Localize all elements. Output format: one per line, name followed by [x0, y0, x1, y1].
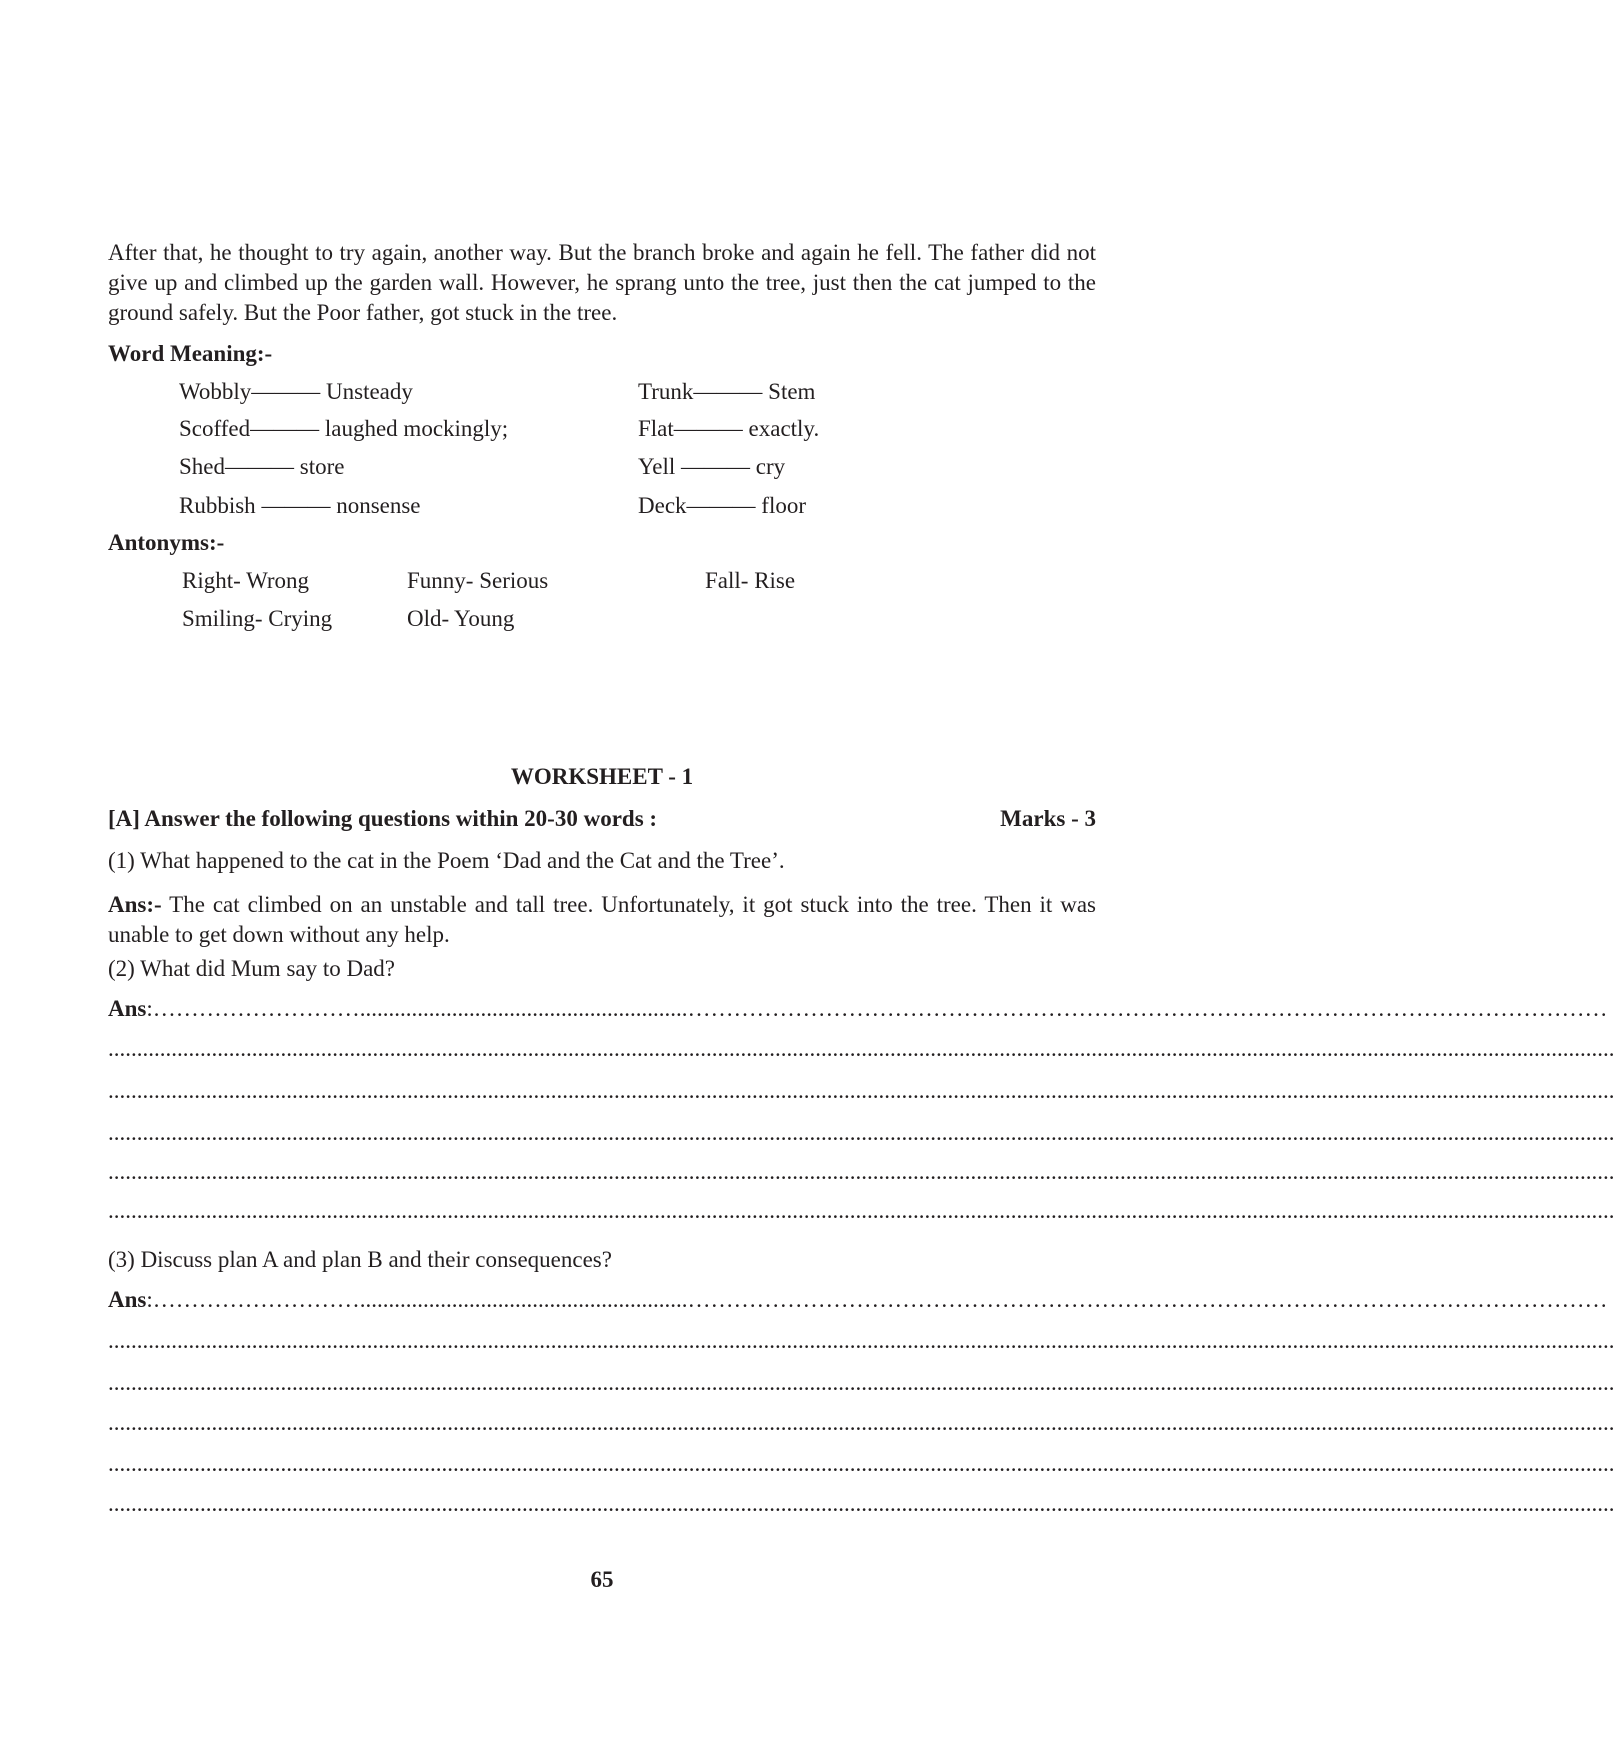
word-meaning-left-3: Shed——— store [179, 454, 345, 479]
word-meaning-left-4: Rubbish ——— nonsense [179, 493, 421, 518]
dotted-line: ...................................................................................................................................................................................................................................................................... [108, 1078, 1615, 1103]
dotted-line: ...................................................................................................................................................................................................................................................................... [108, 1120, 1615, 1145]
answer-3-line[interactable] [108, 1328, 1615, 1354]
antonym-item: Fall- Rise [705, 568, 796, 593]
dotted-line: ...................................................................................................................................................................................................................................................................... [108, 1410, 1615, 1435]
dotted-line: ……………………….........................................................………………………………………………………………………………………………………… [152, 996, 1608, 1021]
answer-2-line[interactable] [108, 1036, 1615, 1062]
word-meaning-right-3: Yell ——— cry [638, 454, 786, 479]
word-meaning-left-1: Wobbly——— Unsteady [179, 379, 413, 404]
answer-2-line[interactable] [108, 1198, 1615, 1224]
word-meaning-right-2: Flat——— exactly. [638, 416, 820, 441]
answer-2-line[interactable] [108, 1120, 1615, 1146]
answer-2-line[interactable] [108, 1159, 1615, 1185]
answer-2-field[interactable]: Ans : ……………………….........................................................………………………………………………………………………………………………………… [108, 996, 1608, 1021]
answer-2-line[interactable] [108, 1078, 1615, 1104]
answer-3-field[interactable]: Ans : ……………………….........................................................………………………………………………………………………………………………………… [108, 1287, 1608, 1312]
word-meaning-right-4: Deck——— floor [638, 493, 806, 518]
answer-3-line[interactable] [108, 1451, 1615, 1477]
worksheet-title: WORKSHEET - 1 [510, 764, 694, 789]
answer-1-label: Ans:- [108, 892, 162, 917]
antonym-item: Smiling- Crying [182, 606, 333, 631]
dotted-line: ...................................................................................................................................................................................................................................................................... [108, 1370, 1615, 1395]
question-2: (2) What did Mum say to Dad? [108, 956, 396, 981]
dotted-line: ...................................................................................................................................................................................................................................................................... [108, 1491, 1615, 1516]
dotted-line: ...................................................................................................................................................................................................................................................................... [108, 1328, 1615, 1353]
dotted-line: ...................................................................................................................................................................................................................................................................... [108, 1451, 1615, 1476]
antonyms-heading: Antonyms:- [108, 530, 225, 555]
answer-3-line[interactable] [108, 1370, 1615, 1396]
question-1: (1) What happened to the cat in the Poem ‘Dad and the Cat and the Tree’. [108, 848, 785, 873]
answer-3-line[interactable] [108, 1410, 1615, 1436]
document-page [108, 0, 1615, 1755]
answer-label: Ans [108, 996, 147, 1021]
antonym-item: Right- Wrong [182, 568, 310, 593]
answer-label: Ans [108, 1287, 147, 1312]
dotted-line: ……………………….........................................................………………………………………………………………………………………………………… [152, 1287, 1608, 1312]
page-number: 65 [590, 1567, 614, 1592]
marks-label: Marks - 3 [1000, 806, 1096, 831]
answer-1-text: The cat climbed on an unstable and tall tree. Unfortunately, it got stuck into the tree. Then it was unable to get down without any help. [108, 892, 1096, 947]
word-meaning-left-2: Scoffed——— laughed mockingly; [179, 416, 509, 441]
intro-paragraph: After that, he thought to try again, another way. But the branch broke and again he fell. The father did not give up and climbed up the garden wall. However, he sprang unto the tree, just then the cat jumped to the ground safely. But the Poor father, got stuck in the tree. [108, 240, 1096, 325]
word-meaning-right-1: Trunk——— Stem [638, 379, 816, 404]
section-a-heading [108, 806, 1096, 832]
dotted-line: ...................................................................................................................................................................................................................................................................... [108, 1198, 1615, 1223]
antonym-item: Funny- Serious [407, 568, 549, 593]
word-meaning-heading: Word Meaning:- [108, 341, 273, 366]
answer-3-line[interactable] [108, 1491, 1615, 1517]
antonym-item: Old- Young [407, 606, 515, 631]
dotted-line: ...................................................................................................................................................................................................................................................................... [108, 1036, 1615, 1061]
question-3: (3) Discuss plan A and plan B and their consequences? [108, 1247, 612, 1272]
section-a-instruction: [A] Answer the following questions within 20-30 words : [108, 806, 658, 831]
answer-1 [108, 890, 1096, 950]
dotted-line: ...................................................................................................................................................................................................................................................................... [108, 1159, 1615, 1184]
